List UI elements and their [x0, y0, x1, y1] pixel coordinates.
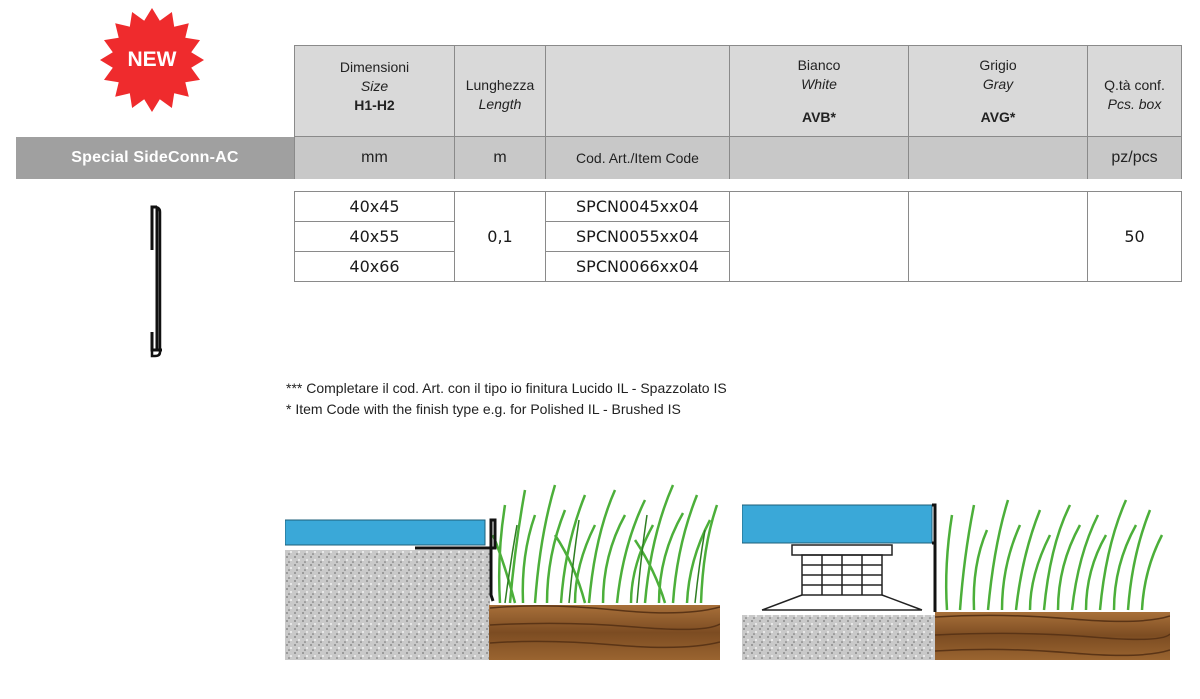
gray-en: Gray	[982, 76, 1014, 92]
size-it: Dimensioni	[339, 59, 410, 75]
unit-length: m	[454, 137, 546, 179]
raised-gravel	[742, 615, 937, 660]
unit-size: mm	[294, 137, 455, 179]
col-header-code	[545, 45, 730, 137]
profile-drawing	[140, 200, 180, 360]
unit-gray	[908, 137, 1088, 179]
size-en: Size	[360, 78, 389, 94]
unit-white	[729, 137, 909, 179]
row-size: 40x66	[294, 251, 455, 282]
white-it: Bianco	[797, 57, 841, 73]
white-value	[729, 191, 909, 282]
unit-code: Cod. Art./Item Code	[545, 137, 730, 179]
pedestal	[762, 545, 922, 610]
gravel	[285, 550, 490, 660]
white-code: AVB*	[802, 109, 836, 125]
col-header-white	[729, 45, 909, 137]
white-en: White	[801, 76, 837, 92]
note-english: * Item Code with the finish type e.g. for Polished IL - Brushed IS	[286, 401, 681, 417]
tile	[285, 520, 485, 545]
unit-qty: pz/pcs	[1087, 137, 1182, 179]
row-code: SPCN0066xx04	[545, 251, 730, 282]
length-it: Lunghezza	[465, 77, 535, 93]
col-header-size	[294, 45, 455, 137]
product-name: Special SideConn-AC	[16, 137, 294, 179]
row-code: SPCN0055xx04	[545, 221, 730, 252]
qty-it: Q.tà conf.	[1104, 77, 1165, 93]
row-size: 40x55	[294, 221, 455, 252]
gray-it: Grigio	[979, 57, 1017, 73]
length-en: Length	[478, 96, 522, 112]
qty-en: Pcs. box	[1107, 96, 1162, 112]
col-header-gray	[908, 45, 1088, 137]
qty-value: 50	[1087, 191, 1182, 282]
gray-code: AVG*	[980, 109, 1016, 125]
raised-grass	[946, 500, 1162, 610]
new-badge	[98, 6, 206, 114]
installation-illustration-ground	[285, 475, 720, 660]
installation-illustration-raised	[742, 475, 1170, 660]
row-code: SPCN0045xx04	[545, 191, 730, 222]
gray-value	[908, 191, 1088, 282]
size-code: H1-H2	[354, 97, 395, 113]
wood-board	[489, 605, 720, 660]
grass	[493, 485, 717, 603]
note-italian: *** Completare il cod. Art. con il tipo io finitura Lucido IL - Spazzolato IS	[286, 380, 727, 396]
col-header-length	[454, 45, 546, 137]
row-size: 40x45	[294, 191, 455, 222]
new-label: NEW	[127, 48, 177, 71]
raised-wood-board	[935, 612, 1170, 660]
length-value: 0,1	[454, 191, 546, 282]
raised-tile	[742, 505, 932, 543]
col-header-qty	[1087, 45, 1182, 137]
